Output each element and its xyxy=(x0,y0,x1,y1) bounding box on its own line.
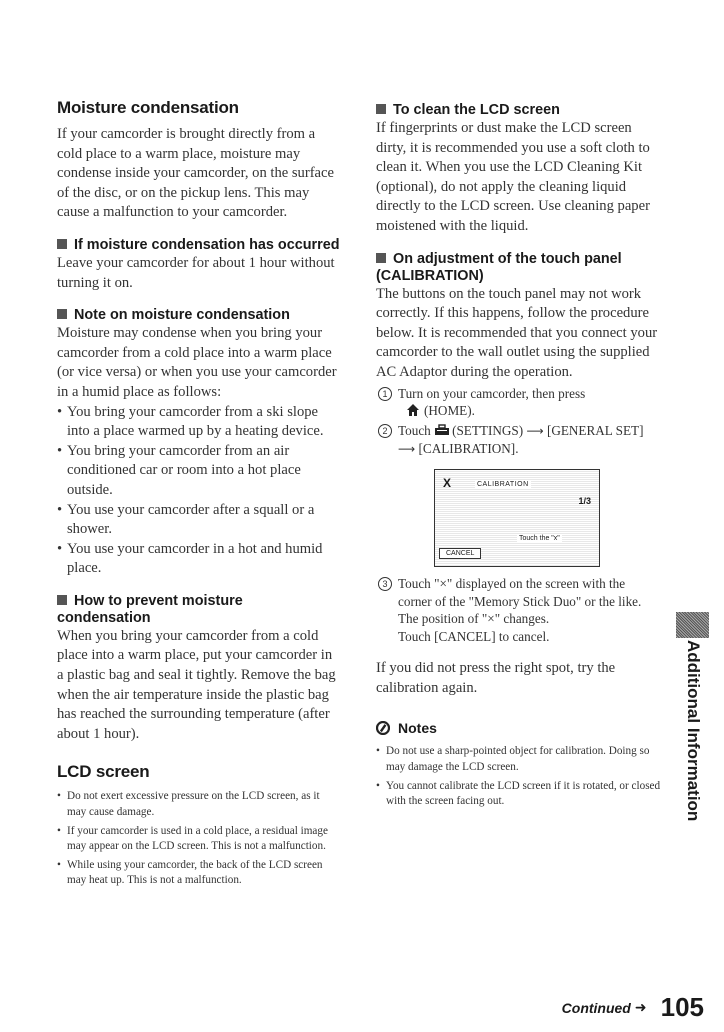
list-item: • You cannot calibrate the LCD screen if it is rotated, or closed with the screen facing out. xyxy=(376,779,662,809)
calibration-heading: On adjustment of the touch panel (CALIBRATION) xyxy=(376,250,622,284)
toolbox-icon xyxy=(434,424,450,436)
page-number: 105 xyxy=(660,992,704,1022)
arrow-right-icon: ⟶ xyxy=(398,442,416,457)
continued-label: Continued xyxy=(561,1000,631,1016)
calibration-page: 1/3 xyxy=(578,495,591,506)
lcd-list xyxy=(57,789,340,888)
list-item: • If your camcorder is used in a cold place, a residual image may appear on the LCD screen. This is not a malfunction. xyxy=(57,824,340,854)
calibration-target: X xyxy=(443,475,452,490)
arrow-right-icon: ⟶ xyxy=(526,423,544,438)
step-number: 2 xyxy=(378,424,392,438)
section-side-label: Additional Information xyxy=(684,640,703,822)
clean-text: If fingerprints or dust make the LCD screen dirty, it is recommended you use a soft cloth to clean it. When you use the LCD Cleaning Kit (optional), do not apply the cleaning liquid directly to the LCD screen. Use cleaning paper moistened with the liquid. xyxy=(376,120,650,234)
moisture-occurred-text: Leave your camcorder for about 1 hour without turning it on. xyxy=(57,254,335,291)
square-bullet-icon xyxy=(376,104,386,114)
calibration-retry-text: If you did not press the right spot, try the calibration again. xyxy=(376,660,616,696)
moisture-title: Moisture condensation xyxy=(57,98,239,117)
square-bullet-icon xyxy=(57,595,67,605)
moisture-occurred-heading: If moisture condensation has occurred xyxy=(57,237,340,254)
home-icon xyxy=(406,403,420,417)
list-item: • You use your camcorder after a squall or a shower. xyxy=(57,501,340,540)
notes-heading: Notes xyxy=(376,720,662,736)
calibration-text: The buttons on the touch panel may not work correctly. If this happens, follow the procedure below. It is recommended that you connect your camcorder to the wall outlet using the supplied AC Adaptor during the operation. xyxy=(376,285,658,380)
step-2: 2 Touch (SETTINGS) ⟶ [GENERAL SET] ⟶ [CALIBRATION]. xyxy=(376,422,662,459)
calibration-screen-title: CALIBRATION xyxy=(477,480,529,488)
moisture-intro: If your camcorder is brought directly from a cold place to a warm place, moisture may condense inside your camcorder, on the surface of the disc, or on the pickup lens. This may cause a malfunction to your camcorder. xyxy=(57,126,334,221)
step-number: 1 xyxy=(378,387,392,401)
clean-heading: To clean the LCD screen xyxy=(376,102,662,119)
list-item: • You bring your camcorder from an air conditioned car or room into a hot place outside. xyxy=(57,442,340,501)
notes-icon xyxy=(376,721,390,735)
page-footer xyxy=(562,994,704,1020)
prevent-heading: How to prevent moisture condensation xyxy=(57,592,243,626)
notes-list xyxy=(376,744,662,809)
moisture-note-heading: Note on moisture condensation xyxy=(57,307,340,324)
calibration-screen xyxy=(434,469,600,567)
list-item: • You use your camcorder in a hot and humid place. xyxy=(57,540,340,579)
right-column xyxy=(376,102,662,813)
list-item: • While using your camcorder, the back of the LCD screen may heat up. This is not a malfunction. xyxy=(57,858,340,888)
list-item: • Do not use a sharp-pointed object for calibration. Doing so may damage the LCD screen. xyxy=(376,744,662,774)
calibration-instruction: Touch the "x" xyxy=(519,534,560,542)
step-1: 1 Turn on your camcorder, then press (HOME). xyxy=(376,385,662,420)
step-number: 3 xyxy=(378,577,392,591)
prevent-text: When you bring your camcorder from a cold place into a warm place, put your camcorder in a plastic bag and seal it tightly. Remove the bag when the air temperature inside the plastic bag has reached the surrounding temperature (after about 1 hour). xyxy=(57,627,336,742)
arrow-right-icon: ➜ xyxy=(634,1000,647,1016)
list-item: • Do not exert excessive pressure on the LCD screen, as it may cause damage. xyxy=(57,789,340,819)
moisture-note-list xyxy=(57,403,340,579)
left-column xyxy=(57,98,340,893)
step-3: 3 Touch "×" displayed on the screen with the corner of the "Memory Stick Duo" or the like. The position of "×" changes. Touch [CANCEL] to cancel. xyxy=(376,575,662,645)
lcd-title: LCD screen xyxy=(57,762,150,782)
moisture-note-text: Moisture may condense when you bring your camcorder from a cold place into a warm place (or vice versa) or when you use your camcorder in a humid place as follows: xyxy=(57,325,337,400)
section-tab-marker xyxy=(676,612,709,638)
square-bullet-icon xyxy=(376,253,386,263)
cancel-button: CANCEL xyxy=(439,548,481,559)
square-bullet-icon xyxy=(57,309,67,319)
list-item: • You bring your camcorder from a ski slope into a place warmed up by a heating device. xyxy=(57,403,340,442)
square-bullet-icon xyxy=(57,239,67,249)
